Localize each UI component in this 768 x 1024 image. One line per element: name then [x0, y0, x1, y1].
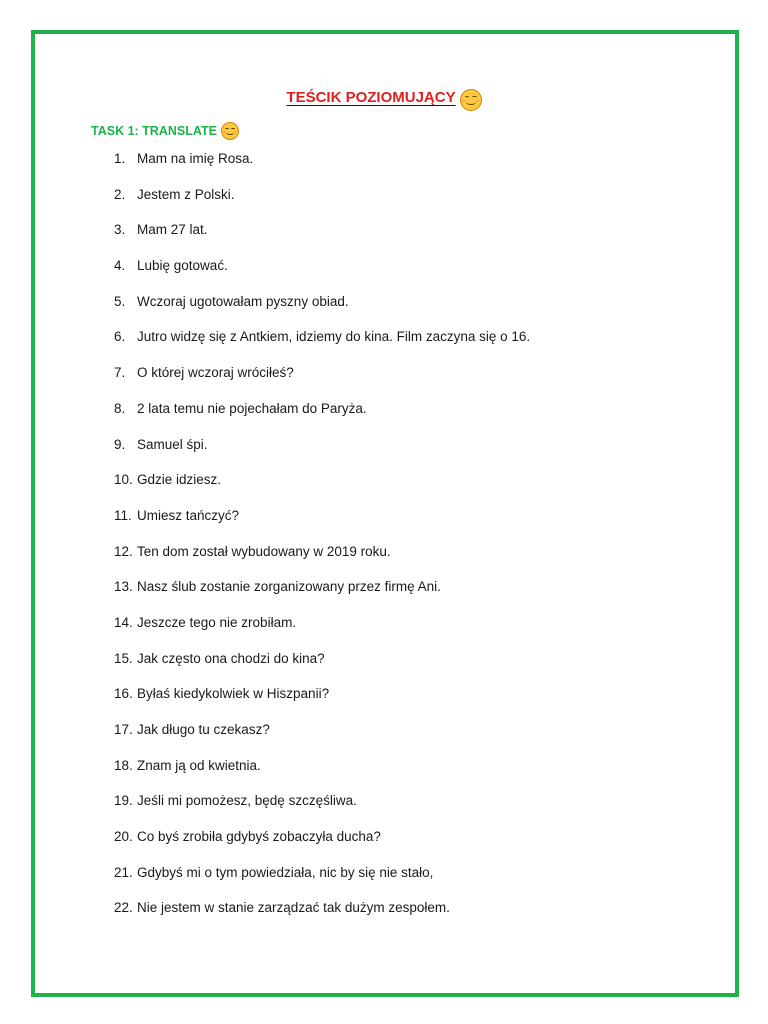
item-text: Byłaś kiedykolwiek w Hiszpanii? [137, 686, 330, 702]
item-text: Samuel śpi. [137, 436, 208, 452]
list-item [114, 612, 714, 648]
item-number: 2. [114, 186, 126, 202]
item-text: Wczoraj ugotowałam pyszny obiad. [137, 293, 349, 309]
item-number: 13. [114, 579, 133, 595]
item-number: 21. [114, 864, 133, 880]
item-number: 16. [114, 686, 133, 702]
item-number: 15. [114, 650, 133, 666]
list-item [114, 862, 714, 898]
item-text: Jak długo tu czekasz? [137, 722, 270, 737]
item-number: 17. [114, 722, 133, 737]
item-text: 2 lata temu nie pojechałam do Paryża. [137, 400, 367, 416]
list-item [114, 469, 714, 505]
list-item [114, 434, 714, 470]
item-text: Jeśli mi pomożesz, będę szczęśliwa. [137, 793, 357, 809]
page-title [0, 86, 768, 110]
item-text: Jutro widzę się z Antkiem, idziemy do kina. Film zaczyna się o 16. [137, 329, 531, 345]
list-item [114, 362, 714, 398]
item-text: Co byś zrobiła gdybyś zobaczyła ducha? [137, 829, 381, 845]
item-text: Jestem z Polski. [137, 186, 235, 202]
list-item [114, 648, 714, 684]
list-item [114, 255, 714, 291]
list-item [114, 719, 714, 755]
item-number: 12. [114, 543, 133, 559]
list-item [114, 541, 714, 577]
item-number: 18. [114, 757, 133, 773]
item-number: 14. [114, 614, 133, 630]
item-text: Gdzie idziesz. [137, 472, 222, 488]
list-item [114, 291, 714, 327]
item-number: 6. [114, 329, 126, 345]
item-text: Lubię gotować. [137, 258, 228, 274]
smiling-face-icon [460, 89, 482, 111]
list-item [114, 148, 714, 184]
item-number: 4. [114, 258, 126, 274]
translation-list [114, 148, 714, 933]
list-item [114, 184, 714, 220]
list-item [114, 219, 714, 255]
item-number: 19. [114, 793, 133, 809]
item-number: 5. [114, 293, 126, 309]
task-heading [91, 120, 239, 142]
item-text: Mam na imię Rosa. [137, 151, 254, 166]
item-text: Jeszcze tego nie zrobiłam. [137, 614, 297, 630]
item-number: 1. [114, 151, 126, 166]
item-text: Umiesz tańczyć? [137, 507, 240, 523]
item-text: Gdybyś mi o tym powiedziała, nic by się nie stało, [137, 864, 434, 880]
item-number: 20. [114, 829, 133, 845]
list-item [114, 398, 714, 434]
task-heading-text: TASK 1: TRANSLATE [91, 124, 217, 138]
item-number: 7. [114, 365, 126, 381]
item-number: 3. [114, 222, 126, 238]
list-item [114, 576, 714, 612]
list-item [114, 755, 714, 791]
item-text: Znam ją od kwietnia. [137, 757, 261, 773]
item-number: 9. [114, 436, 126, 452]
list-item [114, 326, 714, 362]
item-number: 11. [114, 507, 132, 523]
item-number: 8. [114, 400, 126, 416]
smiling-face-icon [221, 122, 239, 140]
list-item [114, 683, 714, 719]
item-number: 22. [114, 900, 133, 916]
list-item [114, 505, 714, 541]
list-item [114, 826, 714, 862]
item-text: Nasz ślub zostanie zorganizowany przez firmę Ani. [137, 579, 441, 595]
item-text: Ten dom został wybudowany w 2019 roku. [137, 543, 391, 559]
list-item [114, 790, 714, 826]
item-text: O której wczoraj wróciłeś? [137, 365, 294, 381]
list-item [114, 897, 714, 933]
item-text: Mam 27 lat. [137, 222, 208, 238]
item-text: Nie jestem w stanie zarządzać tak dużym zespołem. [137, 900, 450, 916]
page-title-text: TEŚCIK POZIOMUJĄCY [286, 89, 456, 106]
item-text: Jak często ona chodzi do kina? [137, 650, 325, 666]
item-number: 10. [114, 472, 133, 488]
